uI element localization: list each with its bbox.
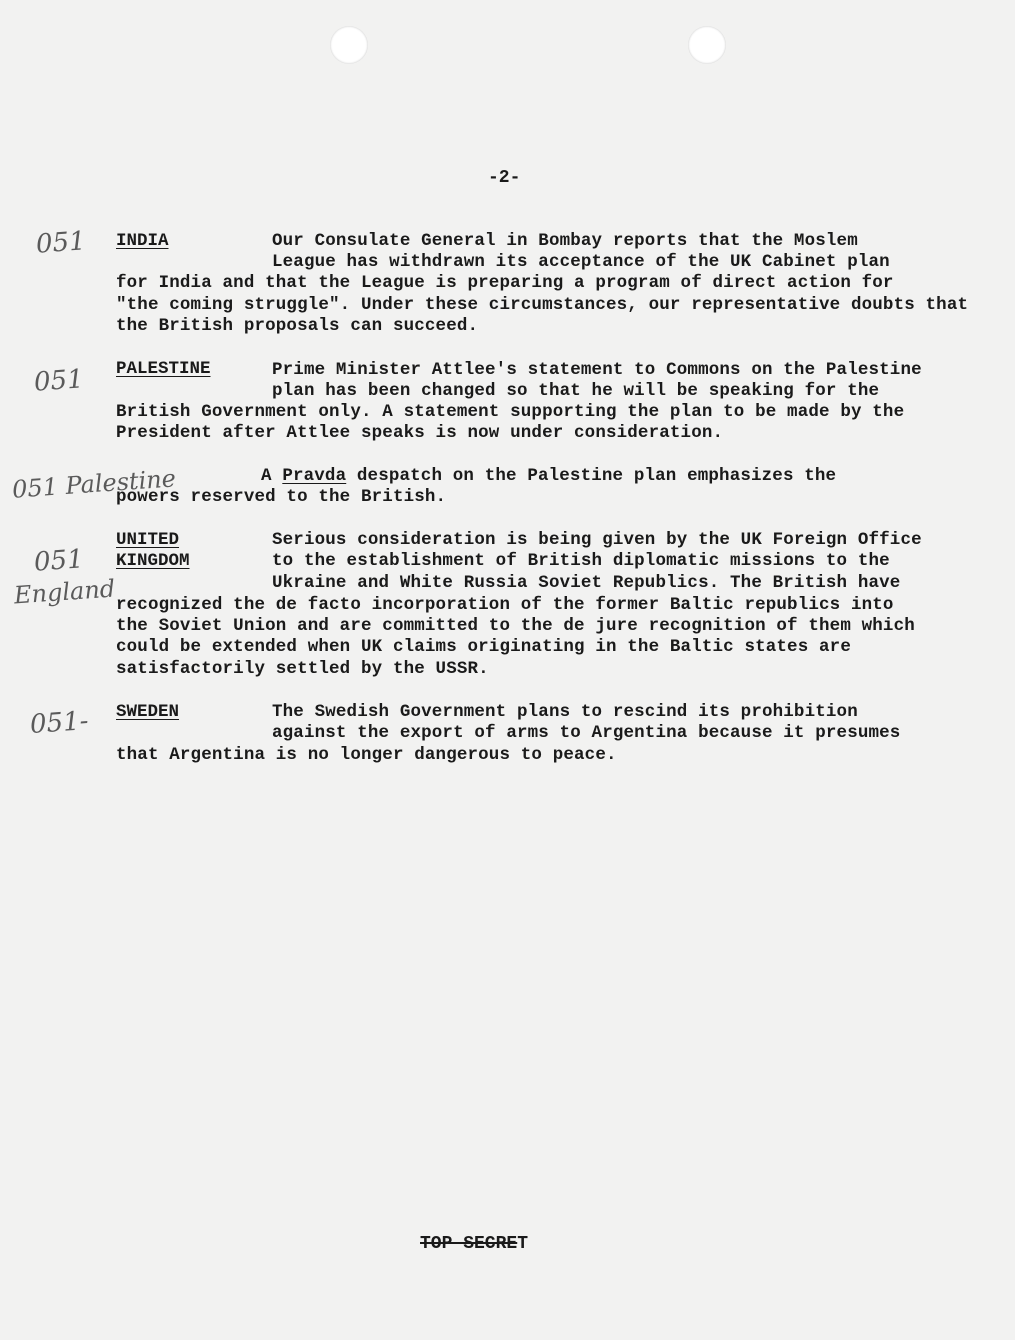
pravda-emphasis: Pravda xyxy=(282,466,347,486)
palestine-line-2: plan has been changed so that he will be speaking for the xyxy=(272,381,880,401)
palestine-line-1: Prime Minister Attlee's statement to Commons on the Palestine xyxy=(272,360,922,380)
heading-kingdom: KINGDOM xyxy=(116,551,190,571)
palestine-line-3: British Government only. A statement supporting the plan to be made by the xyxy=(116,402,905,422)
uk-line-2: to the establishment of British diplomatic missions to the xyxy=(272,551,890,571)
heading-palestine: PALESTINE xyxy=(116,359,211,379)
margin-note-uk-2: England xyxy=(13,574,117,610)
margin-note-palestine: 051 xyxy=(33,364,85,398)
pravda-line-2: powers reserved to the British. xyxy=(116,487,447,507)
uk-line-3: Ukraine and White Russia Soviet Republics. The British have xyxy=(272,573,901,593)
struck-classification: TOP SECRE xyxy=(420,1234,518,1254)
uk-line-6: could be extended when UK claims originating in the Baltic states are xyxy=(116,637,851,657)
india-line-1: Our Consulate General in Bombay reports that the Moslem xyxy=(272,231,858,251)
margin-note-pravda: 051 Palestine xyxy=(11,464,177,504)
india-line-2: League has withdrawn its acceptance of the UK Cabinet plan xyxy=(272,252,890,272)
page-number: -2- xyxy=(488,168,521,188)
margin-note-sweden: 051- xyxy=(29,705,90,741)
india-line-4: "the coming struggle". Under these circumstances, our representative doubts that xyxy=(116,295,969,315)
sweden-line-1: The Swedish Government plans to rescind its prohibition xyxy=(272,702,858,722)
sweden-line-2: against the export of arms to Argentina because it presumes xyxy=(272,723,901,743)
heading-sweden: SWEDEN xyxy=(116,702,180,722)
uk-line-1: Serious consideration is being given by the UK Foreign Office xyxy=(272,530,922,550)
india-line-5: the British proposals can succeed. xyxy=(116,316,479,336)
pravda-line-1: A Pravda despatch on the Palestine plan emphasizes the xyxy=(261,466,837,486)
uk-line-5: the Soviet Union and are committed to the de jure recognition of them which xyxy=(116,616,915,636)
uk-line-7: satisfactorily settled by the USSR. xyxy=(116,659,489,679)
classification-footer: TOP SECRET xyxy=(420,1234,529,1254)
palestine-line-4: President after Attlee speaks is now under consideration. xyxy=(116,423,724,443)
uk-line-4: recognized the de facto incorporation of the former Baltic republics into xyxy=(116,595,894,615)
punch-hole-left xyxy=(330,26,368,64)
punch-hole-right xyxy=(688,26,726,64)
sweden-line-3: that Argentina is no longer dangerous to peace. xyxy=(116,745,617,765)
margin-note-uk-1: 051 xyxy=(33,544,85,578)
india-line-3: for India and that the League is preparing a program of direct action for xyxy=(116,273,894,293)
margin-note-india: 051 xyxy=(35,226,87,260)
heading-india: INDIA xyxy=(116,231,169,251)
heading-united: UNITED xyxy=(116,530,180,550)
